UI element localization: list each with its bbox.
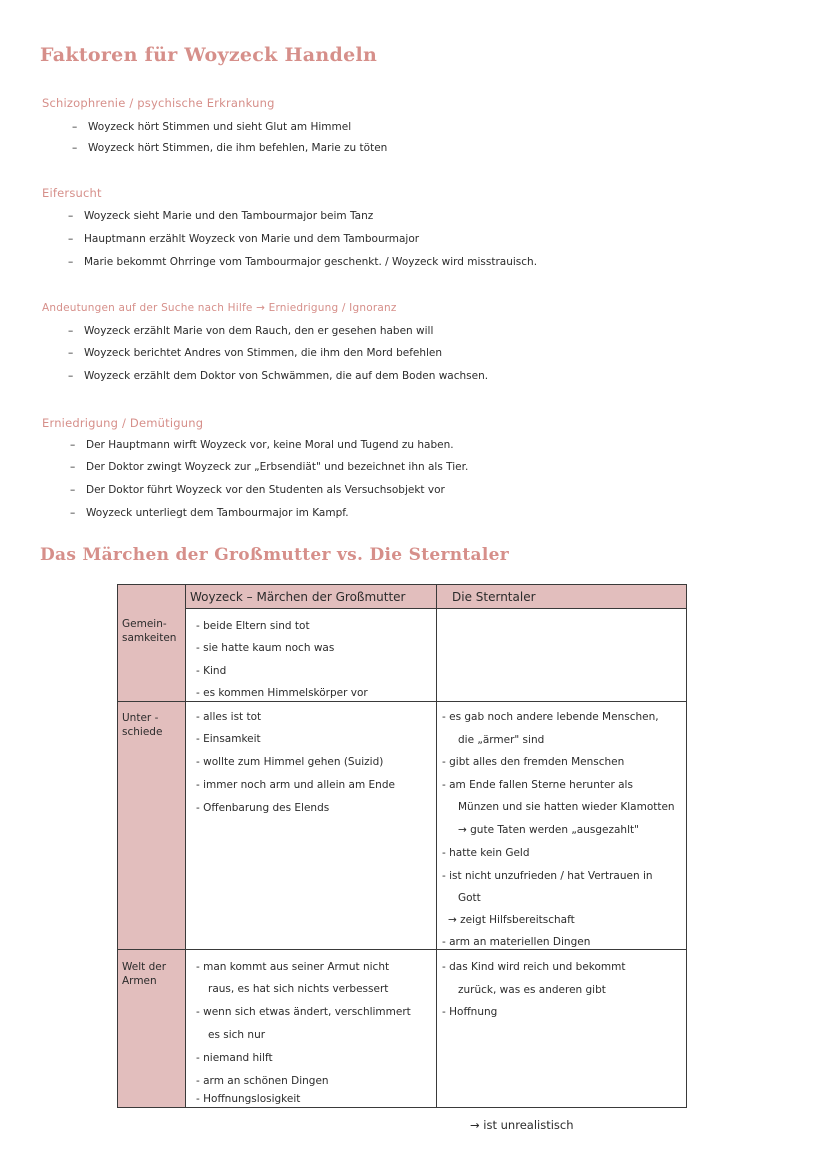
table-cell-line: - wollte zum Himmel gehen (Suizid) (196, 756, 384, 768)
table-cell-line: Gott (458, 892, 481, 904)
list-item: – Woyzeck erzählt dem Doktor von Schwämmen, die auf dem Boden wachsen. (68, 370, 489, 382)
page-title: Faktoren für Woyzeck Handeln (40, 44, 378, 66)
table-cell-line: - gibt alles den fremden Menschen (442, 756, 625, 768)
table-cell-line: - es gab noch andere lebende Menschen, (442, 711, 659, 723)
table-cell-line: - sie hatte kaum noch was (196, 642, 335, 654)
list-item: – Marie bekommt Ohrringe vom Tambourmajor geschenkt. / Woyzeck wird misstrauisch. (68, 256, 538, 268)
row-label-gemeinsamkeiten: Gemein- samkeiten (122, 618, 177, 644)
table-cell-line: - Hoffnung (442, 1006, 498, 1018)
section-heading-erniedrigung: Erniedrigung / Demütigung (42, 416, 204, 430)
table-cell-line: - am Ende fallen Sterne herunter als (442, 779, 633, 791)
section-title-maerchen: Das Märchen der Großmutter vs. Die Sterntaler (40, 545, 509, 565)
section-heading-eifersucht: Eifersucht (42, 186, 102, 200)
list-item: – Woyzeck hört Stimmen und sieht Glut am Himmel (72, 121, 352, 133)
row-label-welt-der-armen: Welt der Armen (122, 961, 167, 987)
footnote: → ist unrealistisch (470, 1118, 574, 1132)
list-item: – Woyzeck sieht Marie und den Tambourmajor beim Tanz (68, 210, 374, 222)
list-item: – Der Hauptmann wirft Woyzeck vor, keine Moral und Tugend zu haben. (70, 439, 454, 451)
table-cell-line: - man kommt aus seiner Armut nicht (196, 961, 390, 973)
table-cell-line: - beide Eltern sind tot (196, 620, 310, 632)
table-cell-line: - das Kind wird reich und bekommt (442, 961, 626, 973)
list-item: – Der Doktor zwingt Woyzeck zur „Erbsendiät" und bezeichnet ihn als Tier. (70, 461, 469, 473)
comparison-table (117, 584, 687, 1108)
row-label-unterschiede: Unter - schiede (122, 712, 163, 738)
list-item: – Woyzeck berichtet Andres von Stimmen, die ihm den Mord befehlen (68, 347, 443, 359)
list-item: – Der Doktor führt Woyzeck vor den Studenten als Versuchsobjekt vor (70, 484, 445, 496)
table-cell-line: Münzen und sie hatten wieder Klamotten (458, 801, 675, 813)
table-header-woyzeck: Woyzeck – Märchen der Großmutter (190, 590, 406, 604)
section-heading-schizophrenie: Schizophrenie / psychische Erkrankung (42, 96, 275, 110)
table-cell-line: - wenn sich etwas ändert, verschlimmert (196, 1006, 411, 1018)
table-cell-line: raus, es hat sich nichts verbessert (208, 983, 389, 995)
table-cell-line: - Einsamkeit (196, 733, 261, 745)
section-heading-andeutungen: Andeutungen auf der Suche nach Hilfe → Erniedrigung / Ignoranz (42, 302, 397, 314)
table-label-column (118, 585, 186, 1107)
table-cell-line: - es kommen Himmelskörper vor (196, 687, 368, 699)
table-header-sterntaler: Die Sterntaler (452, 590, 536, 604)
table-cell-line: → zeigt Hilfsbereitschaft (448, 914, 575, 926)
table-cell-line: - ist nicht unzufrieden / hat Vertrauen in (442, 870, 653, 882)
table-cell-line: → gute Taten werden „ausgezahlt" (458, 824, 639, 836)
list-item: – Woyzeck erzählt Marie von dem Rauch, den er gesehen haben will (68, 325, 434, 337)
table-cell-line: - arm an schönen Dingen (196, 1075, 329, 1087)
table-cell-line: - alles ist tot (196, 711, 262, 723)
table-cell-line: - Offenbarung des Elends (196, 802, 330, 814)
table-cell-line: zurück, was es anderen gibt (458, 984, 606, 996)
table-cell-line: - immer noch arm und allein am Ende (196, 779, 395, 791)
table-cell-line: - hatte kein Geld (442, 847, 530, 859)
list-item: – Hauptmann erzählt Woyzeck von Marie und dem Tambourmajor (68, 233, 420, 245)
list-item: – Woyzeck unterliegt dem Tambourmajor im Kampf. (70, 507, 349, 519)
table-cell-line: - Kind (196, 665, 227, 677)
table-cell-line: - niemand hilft (196, 1052, 273, 1064)
table-cell-line: es sich nur (208, 1029, 266, 1041)
table-cell-line: die „ärmer" sind (458, 734, 545, 746)
list-item: – Woyzeck hört Stimmen, die ihm befehlen, Marie zu töten (72, 142, 388, 154)
table-cell-line: - Hoffnungslosigkeit (196, 1093, 301, 1105)
table-cell-line: - arm an materiellen Dingen (442, 936, 591, 948)
